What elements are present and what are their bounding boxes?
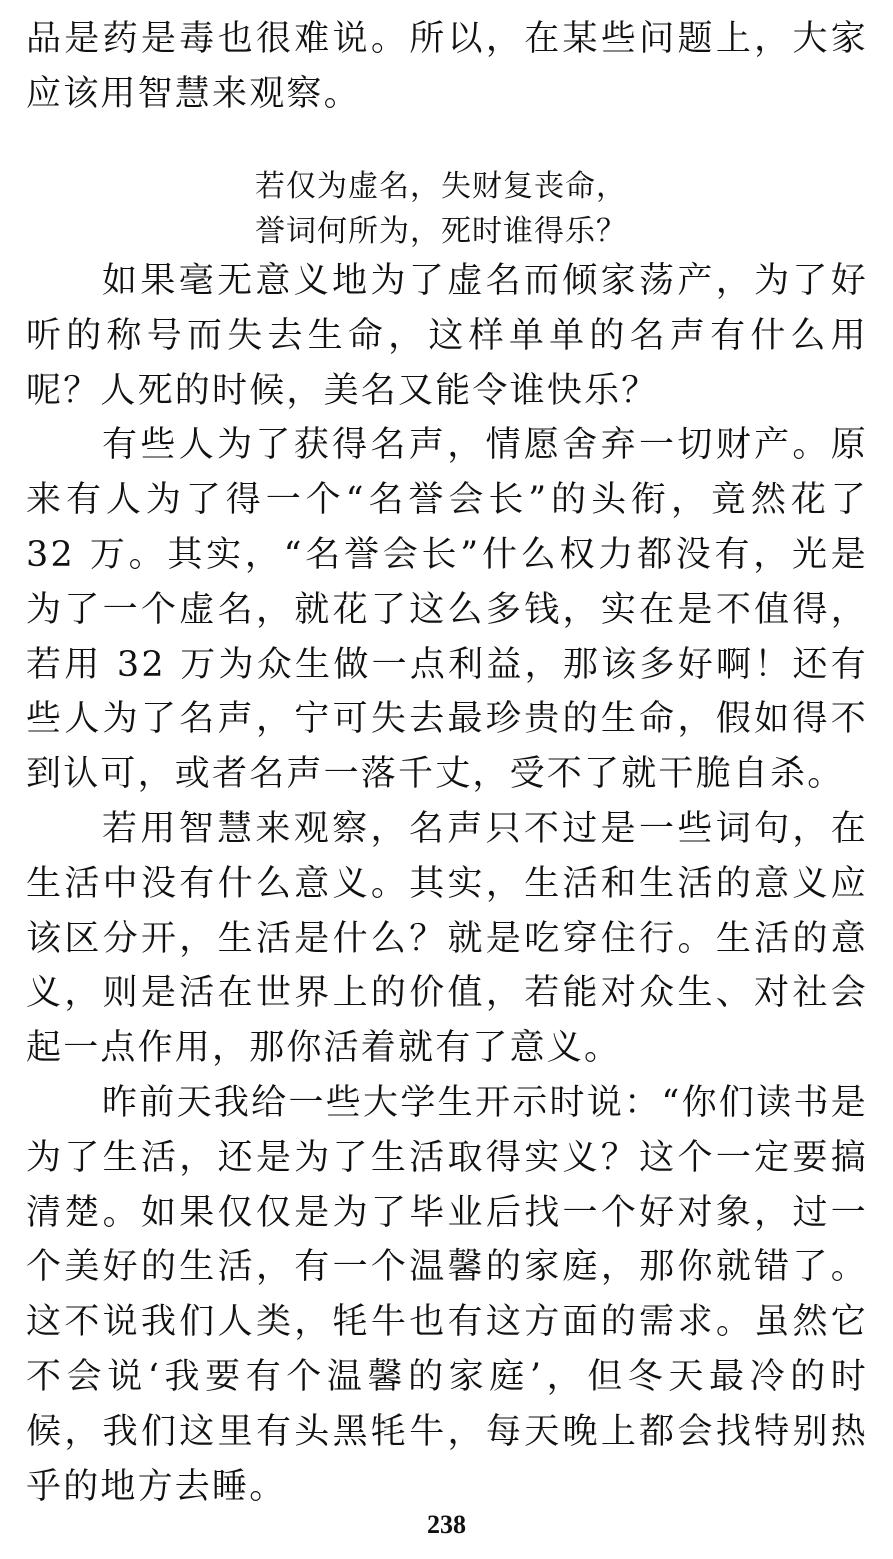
verse-stanza (255, 164, 627, 254)
paragraph-4: 昨前天我给一些大学生开示时说：“你们读书是为了生活，还是为了生活取得实义？这个一定要搞清楚。如果仅仅是为了毕业后找一个好对象，过一个美好的生活，有一个温馨的家庭，那你就错了。这不说我们人类，牦牛也有这方面的需求。虽然它不会说‘我要有个温馨的家庭’，但冬天最冷的时候，我们这里有头黑牦牛，每天晚上都会找特别热乎的地方去睡。 (26, 1082, 868, 1507)
paragraph-continued: 品是药是毒也很难说。所以，在某些问题上，大家应该用智慧来观察。 (26, 19, 868, 114)
paragraph-1: 如果毫无意义地为了虚名而倾家荡产，为了好听的称号而失去生命，这样单单的名声有什么用呢？人死的时候，美名又能令谁快乐？ (26, 261, 868, 411)
text-continuation (26, 12, 868, 122)
verse-line-1: 若仅为虚名，失财复丧命， (255, 169, 627, 204)
paragraph-2: 有些人为了获得名声，情愿舍弃一切财产。原来有人为了得一个“名誉会长”的头衔，竟然花了 32 万。其实，“名誉会长”什么权力都没有，光是为了一个虚名，就花了这么多钱，实在是不值得，若用 32 万为众生做一点利益，那该多好啊！还有些人为了名声，宁可失去最珍贵的生命，假如得不到认可，或者名声一落千丈，受不了就干脆自杀。 (26, 425, 868, 795)
verse-line-2: 誉词何所为，死时谁得乐？ (255, 214, 627, 249)
page-number: 238 (427, 1510, 466, 1539)
paragraph-3: 若用智慧来观察，名声只不过是一些词句，在生活中没有什么意义。其实，生活和生活的意义应该区分开，生活是什么？就是吃穿住行。生活的意义，则是活在世界上的价值，若能对众生、对社会起一点作用，那你活着就有了意义。 (26, 808, 868, 1069)
body-text (26, 254, 868, 1514)
